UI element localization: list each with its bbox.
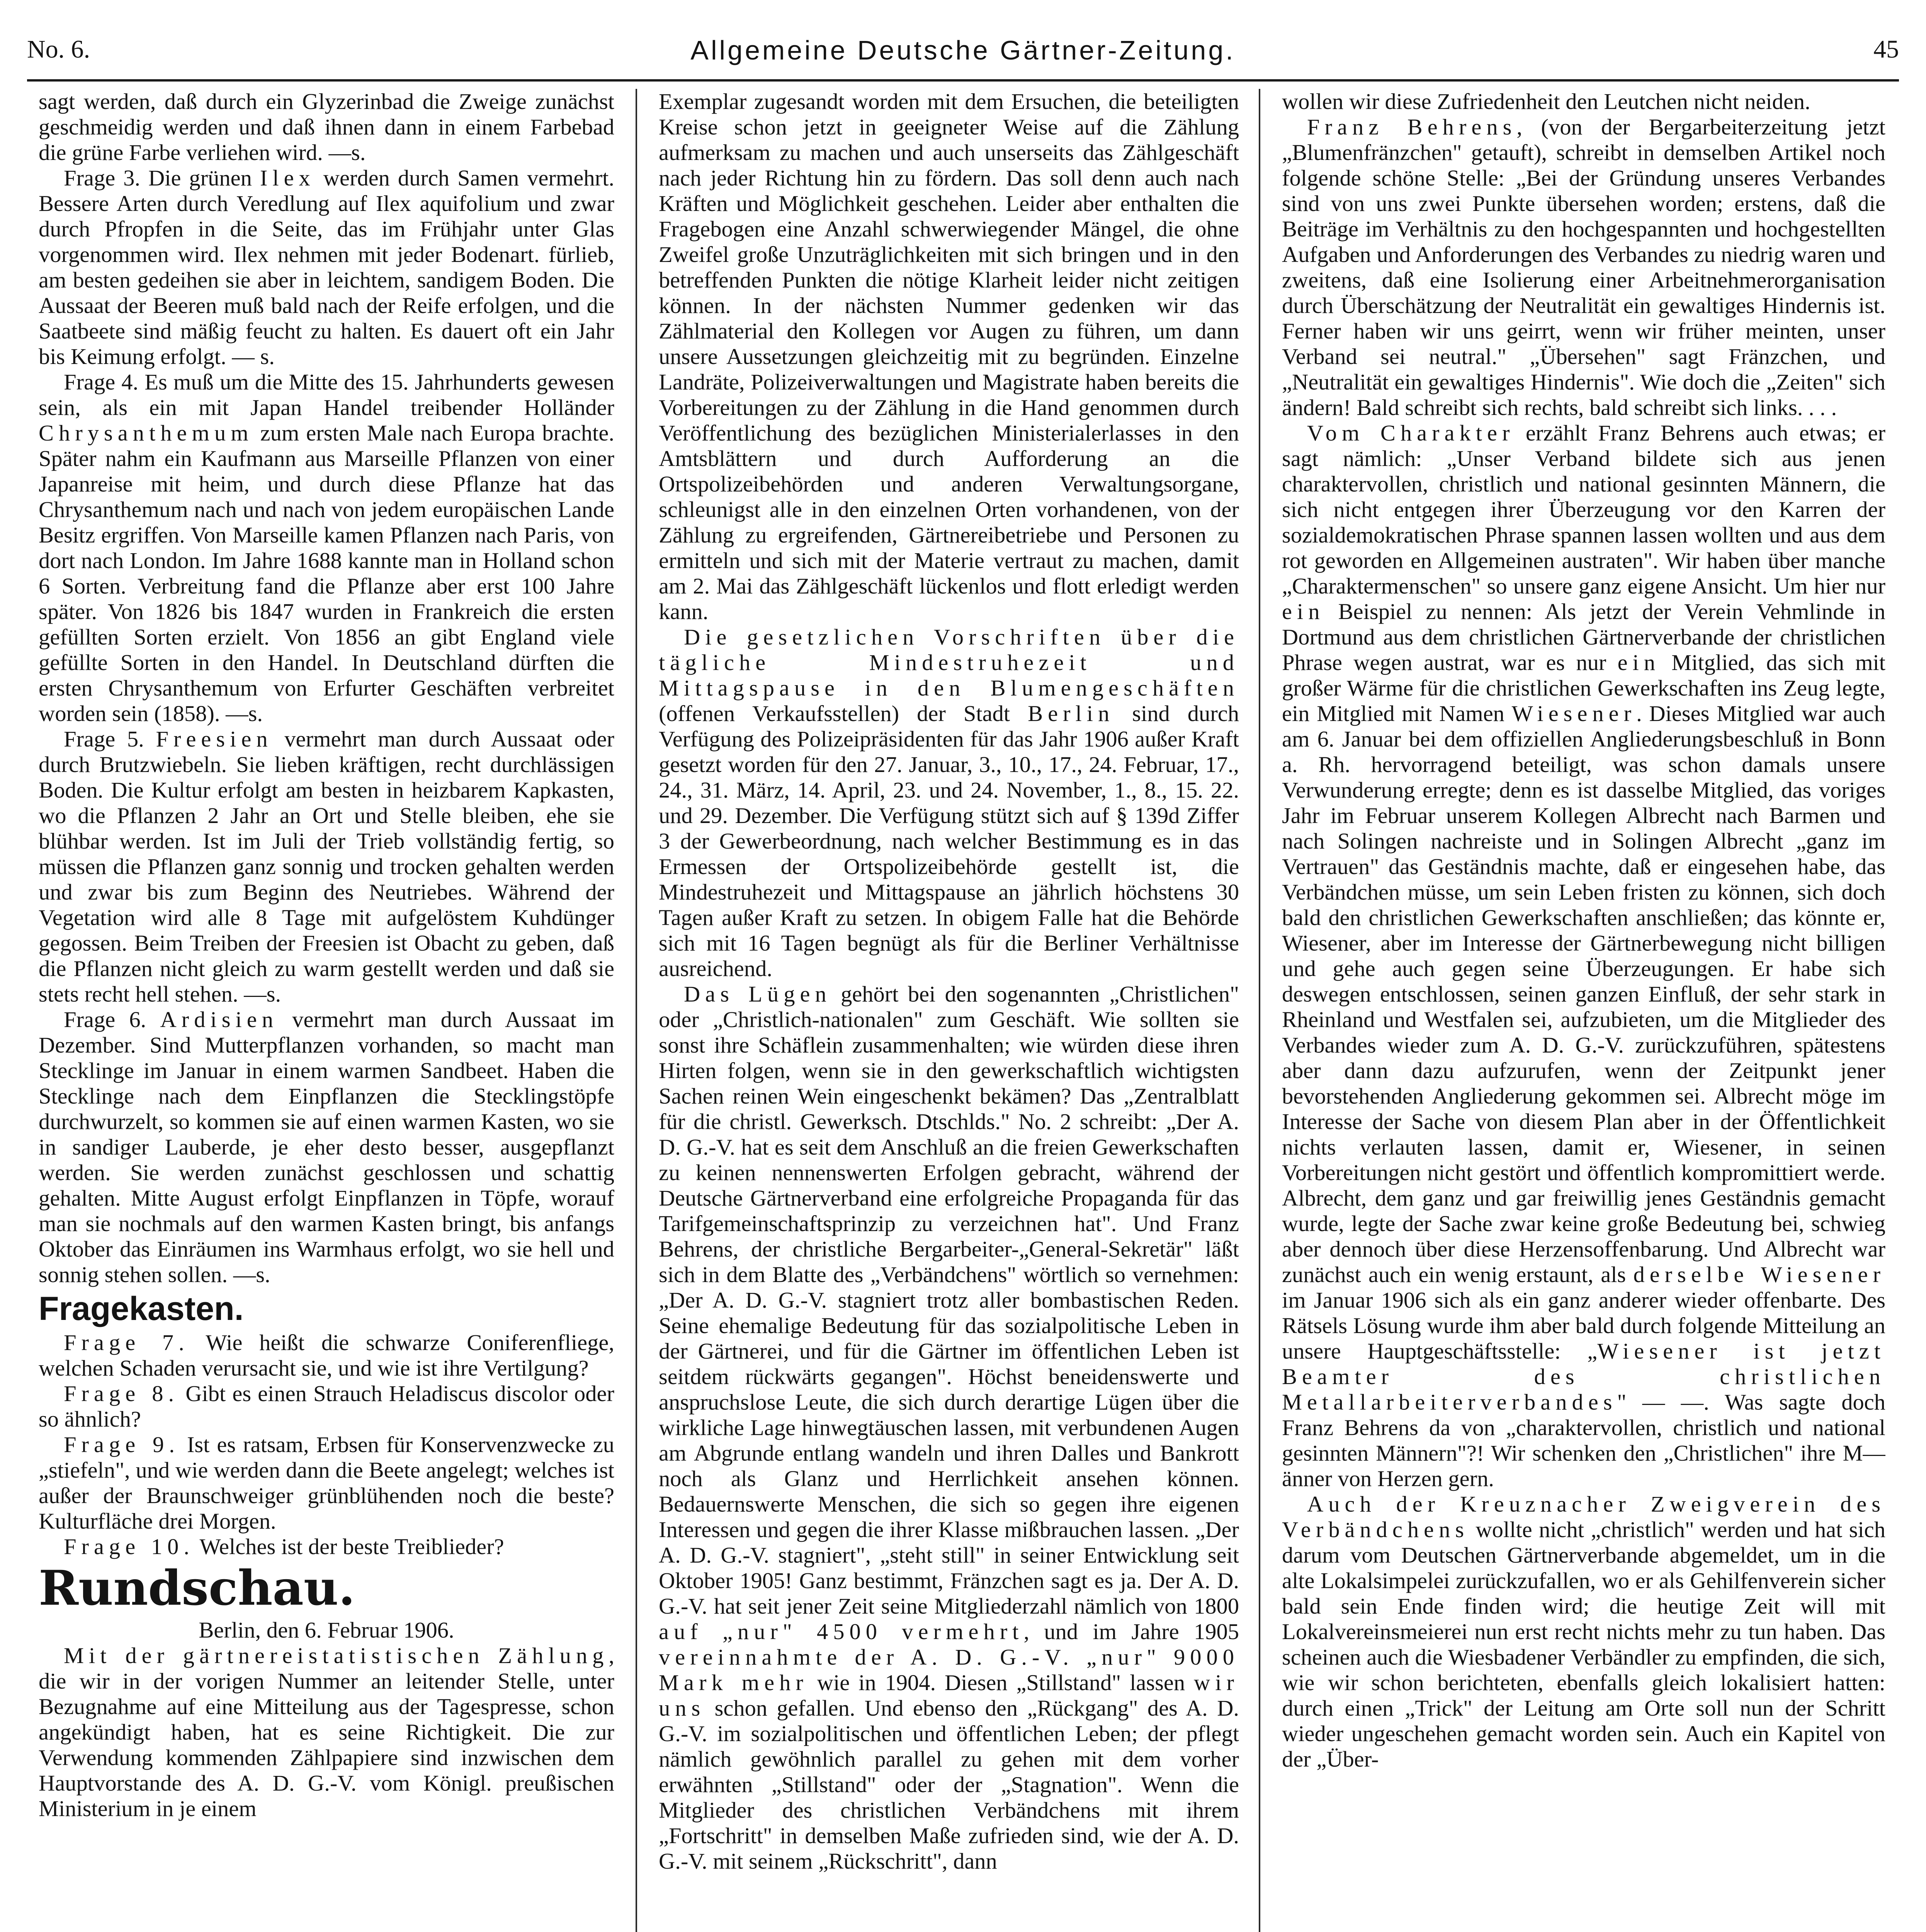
spaced-term: ein [1617,650,1661,675]
text: im Januar 1906 sich als ein ganz anderer wieder offenbarte. Des Rätsels Lösung wurde ihm aber bald durch folgende Mitteilung an unsere Hauptgeschäftsstelle: „ [1282,1287,1885,1364]
page-header [27,27,1899,73]
text: Frage 4. Es muß um die Mitte des 15. Jahrhunderts gewesen sein, als ein mit Japan Handel treibender Holländer [39,369,614,420]
spaced-term: Ilex [260,165,315,190]
paragraph-kreuznach [1282,1492,1885,1772]
spaced-term: Ardisien [160,1007,279,1032]
issue-number: No. 6. [27,35,90,63]
text: . Dieses Mitglied war auch am 6. Januar bei dem offiziellen Angliederungsbeschluß in Bonn a. Rh. hervorragend beteiligt, was schon damals unsere Verwunderung erregte; denn es ist dasselbe Mitglied, das voriges Jahr im Februar unserem Kollegen Albrecht nach Barmen und nach Solingen nachreiste und in Solingen Albrecht „ganz im Vertrauen" das Geständnis machte, daß er eingesehen habe, das Verbändchen müsse, um sein Leben fristen zu können, sich doch bald den christlichen Gewerkschaften anschließen; das könnte er, Wiesener, aber im Interesse der Gärtnerbewegung nicht billigen und gehe auch gegen seine Überzeugungen. Er habe sich deswegen entschlossen, seinen ganzen Einfluß, der sehr stark in Rheinland und Westfalen sei, aufzubieten, um die Mitglieder des Verbandes wieder zum A. D. G.-V. zurückzuführen, spätestens aber dann dazu aufzurufen, wenn der Zeitpunkt jener bevorstehenden Angliederung gekommen sei. Albrecht möge im Interesse der Sache von diesem Plan aber in der Öffentlichkeit nichts verlauten lassen, damit er, Wiesener, in seinen Vorbereitungen nicht gestört und öffentlich kompromittiert werde. Albrecht, dem ganz und gar freiwillig jenes Geständnis gemacht wurde, legte der Sache zwar keine große Bedeutung bei, schwieg aber dennoch über diese Herzensoffenbarung. Und Albrecht war zunächst auch ein wenig erstaunt, als [1282,701,1885,1287]
spaced-term: ein [1282,599,1325,624]
paragraph: sagt werden, daß durch ein Glyzerinbad die Zweige zunächst geschmeidig werden und daß ihnen dann in einem Farbebad die grüne Farbe verliehen wird. —s. [39,89,614,165]
spaced-term: auf „nur" 4500 vermehrt [659,1619,1024,1644]
spaced-term: vereinnahmte der A. D. G.-V. „nur" 9000 Mark mehr [659,1645,1239,1695]
text: Mitglied, das sich mit großer Wärme für die christlichen Gewerkschaften ins Zeug legte, ein Mitglied mit Namen [1282,650,1885,726]
paragraph: wollen wir diese Zufriedenheit den Leutchen nicht neiden. [1282,89,1810,114]
text: gehört bei den sogenannten „Christlichen" oder „Christlich-nationalen" zum Geschäft. Wie sollten sie sonst ihre Schäflein zusammenhalten; wie würden diese ihren Hirten folgen, wenn sie in den gewerkschaftlich wichtigsten Sachen reinen Wein eingeschenkt bekämen? Das „Zentralblatt für die christl. Gewerksch. Dtschlds." No. 2 schreibt: „Der A. D. G.-V. hat es seit dem Anschluß an die freien Gewerkschaften zu keinen nennenswerten Erfolgen gebracht, während der Deutsche Gärtnerverband eine erfolgreiche Propaganda für das Tarifgemeinschaftsprinzip zu verzeichnen hat". Und Franz Behrens, der christliche Bergarbeiter-„General-Sekretär" läßt sich in dem Blatte des „Verbändchens" wörtlich so vernehmen: „Der A. D. G.-V. stagniert trotz aller bombastischen Reden. Seine ehemalige Bedeutung für das sozialpolitische Leben in der Gärtnerei, und für die Gärtner im öffentlichen Leben ist seitdem rückwärts gegangen". Höchst beneidenswerte und anspruchslose Leute, die sich durch derartige Lügen über die wirkliche Lage hinwegtäuschen lassen, mit verbundenen Augen am Abgrunde entlang wandeln und ihren Dalles und Bankrott noch als Glanz und Herrlichkeit ansehen können. Bedauernswerte Menschen, die sich so gegen ihre eigenen Interessen und gegen die ihrer Klasse mißbrauchen lassen. „Der A. D. G.-V. stagniert", „steht still" in seiner Entwicklung seit Oktober 1905! Ganz bestimmt, Fränzchen sagt es ja. Der A. D. G.-V. hat seit jener Zeit seine Mitgliederzahl nämlich von 1800 [659,981,1239,1619]
spaced-term: derselbe Wiesener [1633,1262,1885,1287]
spaced-term: Vom Charakter [1307,420,1515,446]
text: sind durch Verfügung des Polizeipräsidenten für das Jahr 1906 außer Kraft gesetzt worden für den 27. Januar, 3., 10., 17., 24. Februar, 17., 24., 31. März, 14. April, 23. und 24. November, 1., 8., 15. 22. und 29. Dezember. Die Verfügung stützt sich auf § 139d Ziffer 3 der Gewerbeordnung, nach welcher Bestimmung es in das Ermessen der Ortspolizeibehörde gestellt ist, die Mindestruhezeit und Mittagspause an jährlich höchstens 30 Tagen außer Kraft zu setzen. In obigem Falle hat die Behörde sich mit 16 Tagen begnügt als für die Berliner Verhältnisse ausreichend. [659,701,1239,981]
text: Ist es ratsam, Erbsen für Konservenzwecke zu „stiefeln", und wie werden dann die Beete angelegt; welches ist außer der Braunschweiger grünblühenden noch die beste? Kulturfläche drei Morgen. [39,1432,614,1534]
dateline: Berlin, den 6. Februar 1906. [199,1617,454,1643]
paragraph-frage-6 [39,1007,614,1287]
column-divider-2 [1259,89,1260,1932]
spaced-term: Berlin [1028,701,1115,726]
spaced-term: Die gesetzlichen Vorschriften über die tägliche Mindestruhezeit und Mittagspause in den Blumengeschäften [659,624,1239,701]
section-heading-rundschau: Rundschau. [39,1560,355,1616]
text: (offenen Verkaufsstellen) der Stadt [659,701,1028,726]
column-divider-1 [636,89,637,1932]
text: wie in 1904. Diesen „Stillstand" lassen [808,1670,1194,1695]
question-8 [39,1381,614,1432]
spaced-term: Wiesener ist jetzt Beamter des christlichen Metallarbeiterverbandes [1282,1338,1885,1415]
section-heading-fragekasten: Fragekasten. [39,1290,244,1327]
text: Frage 5. [64,726,156,752]
question-label: Frage 9. [64,1432,180,1457]
spaced-term: Auch der Kreuznacher Zweigverein des Verbändchens [1282,1492,1885,1542]
question-7 [39,1330,614,1381]
text: , und im Jahre 1905 [1023,1619,1239,1644]
text: Frage 3. Die grünen [64,165,260,190]
paragraph-charakter [1282,420,1885,1492]
text: wollte nicht „christlich" werden und hat sich darum vom Deutschen Gärtnerverbande abgemeldet, um in die alte Lokalsimpelei zurückzufallen, wo er als Gehilfenverein sicher bald sein Ende finden wird; die heutige Zeit will mit Lokalvereinsmeierei nun erst recht nichts mehr zu tun haben. Das scheinen auch die Wiesbadener Verbändler zu empfinden, die sich, wie wir schon berichteten, ebenfalls gleich lokalisiert hatten: durch einen „Trick" der Leitung am Orte soll nun der Schritt wieder ungeschehen gemacht worden sein. Auch ein Kapitel von der „Über- [1282,1517,1885,1772]
paragraph-frage-4 [39,369,614,726]
text: Frage 6. [64,1007,160,1032]
column-2 [659,89,1239,1932]
paragraph-frage-3 [39,165,614,369]
text: vermehrt man durch Aussaat im Dezember. Sind Mutterpflanzen vorhanden, so macht man Stecklinge im Januar in einem warmen Sandbeet. Haben die Stecklinge nach dem Einpflanzen die Stecklingstöpfe durchwurzelt, so kommen sie auf einen warmen Kasten, wo sie in sandiger Lauberde, je eher desto besser, ausgepflanzt werden. Sie werden zunächst geschlossen und schattig gehalten. Mitte August erfolgt Einpflanzen in Töpfe, worauf man sie nochmals auf den warmen Kasten bringt, bis anfangs Oktober das Einräumen ins Warmhaus erfolgt, wo sie hell und sonnig stehen sollen. —s. [39,1007,614,1287]
text: erzählt Franz Behrens auch etwas; er sagt nämlich: „Unser Verband bildete sich aus jenen charaktervollen, christlich und national gesinnten Männern, die sich nicht entgegen ihrer Überzeugung vor den Karren der sozialdemokratischen Phrase spannen lassen wollten und aus dem rot geworden en Allgemeinen austraten". Wir haben über manche „Charaktermenschen" so unsere ganz eigene Ansicht. Um hier nur [1282,420,1885,599]
text: " — —. Was sagte doch Franz Behrens da von „charaktervollen, christlich und national gesinnten Männern"?! Wir schenken den „Christlichen" ihre M—änner von Herzen gern. [1282,1389,1885,1491]
spaced-term: wir uns [659,1670,1239,1721]
spaced-term: Freesien [156,726,273,752]
column-1 [39,89,614,1932]
question-10 [39,1534,614,1560]
text: Gibt es einen Strauch Heladiscus discolor oder so ähnlich? [39,1381,614,1432]
question-9 [39,1432,614,1534]
spaced-term: Mit der gärtnereistatistischen Zählung [64,1643,609,1668]
text: , die wir in der vorigen Nummer an leitender Stelle, unter Bezugnahme auf eine Mitteilung aus der Tagespresse, schon angekündigt haben, hat es seine Richtigkeit. Die zur Verwendung kommenden Zählpapiere sind inzwischen dem Hauptvorstande des A. D. G.-V. vom Königl. preußischen Ministerium in je einem [39,1643,614,1821]
text: , (von der Bergarbeiterzeitung jetzt „Blumenfränzchen" getauft), schreibt in demselben Artikel noch folgende schöne Stelle: „Bei der Gründung unseres Verbandes sind von uns zwei Punkte übersehen worden; erstens, daß die Beiträge im Verhältnis zu den hochgespannten und hochgestellten Aufgaben und Anforderungen des Verbandes zu niedrig waren und zweitens, daß eine Isolierung einer Arbeitnehmerorganisation durch Überschätzung der Neutralität ein gewaltiges Hindernis ist. Ferner haben wir uns geirrt, wenn wir früher meinten, unser Verband sei neutral." „Übersehen" sagt Fränzchen, und „Neutralität ein gewaltiges Hindernis". Wie doch die „Zeiten" sich ändern! Bald schreibt sich rechts, bald schreibt sich links. . . . [1282,114,1885,420]
text: Beispiel zu nennen: Als jetzt der Verein Vehmlinde in Dortmund aus dem christlichen Gärtnerverbande der christlichen Phrase wegen austrat, war es nur [1282,599,1885,675]
paragraph: Exemplar zugesandt worden mit dem Ersuchen, die beteiligten Kreise schon jetzt in geeigneter Weise auf die Zählung aufmerksam zu machen und auch unserseits das Zählgeschäft nach jeder Richtung hin zu fördern. Das soll denn auch nach Kräften und Möglichkeit geschehen. Leider aber enthalten die Fragebogen eine Anzahl schwerwiegender Mängel, die ohne Zweifel große Unzuträglichkeiten mit sich bringen und in den betreffenden Punkten die nötige Klarheit leider nicht zeitigen können. In der nächsten Nummer gedenken wir das Zählmaterial den Kollegen vor Augen zu führen, um dann unsere Aussetzungen gleichzeitig mit zu begründen. Einzelne Landräte, Polizeiverwaltungen und Magistrate haben bereits die Vorbereitungen zu der Zählung in die Hand genommen durch Veröffentlichung des bezüglichen Ministerialerlasses in den Amtsblättern und durch Aufforderung an die Ortspolizeibehörden und anderen Verwaltungsorgane, schleunigst alle in den einzelnen Orten vorhandenen, von der Zählung zu ergreifenden, Gärtnereibetriebe und Personen zu ermitteln und sich mit der Materie vertraut zu machen, damit am 2. Mai das Zählgeschäft lückenlos und flott erledigt werden kann. [659,89,1239,624]
text: Wie heißt die schwarze Coniferenfliege, welchen Schaden verursacht sie, und wie ist ihre Vertilgung? [39,1330,614,1381]
question-label: Frage 8. [64,1381,179,1406]
paragraph-zaehlung [39,1643,614,1821]
question-label: Frage 10. [64,1534,194,1559]
paragraph-luegen [659,981,1239,1874]
spaced-term: Wiesener [1511,701,1637,726]
spaced-term: Franz Behrens [1307,114,1517,139]
paragraph-vorschriften [659,624,1239,981]
header-rule [27,79,1899,82]
text: Welches ist der beste Treiblieder? [194,1534,504,1559]
spaced-term: Chrysanthemum [39,420,253,446]
text: vermehrt man durch Aussaat oder durch Brutzwiebeln. Sie lieben kräftigen, recht durchlässigen Boden. Die Kultur erfolgt am besten in heizbarem Kapkasten, wo die Pflanzen 2 Jahr an Ort und Stelle bleiben, ehe sie blühbar werden. Ist im Juli der Trieb vollständig fertig, so müssen die Pflanzen ganz sonnig und trocken gehalten werden und zwar bis zum Beginn des Neutriebes. Während der Vegetation wird alle 8 Tage mit aufgelöstem Kuhdünger gegossen. Beim Treiben der Freesien ist Obacht zu geben, daß die Pflanzen nicht gleich zu warm gestellt werden und daß sie stets recht hell stehen. —s. [39,726,614,1007]
paragraph-behrens [1282,114,1885,420]
column-3 [1282,89,1885,1932]
page-number: 45 [1873,35,1899,63]
spaced-term: Das Lügen [684,981,831,1007]
text: schon gefallen. Und ebenso den „Rückgang" des A. D. G.-V. im sozialpolitischen und öffentlichen Leben; der pflegt nämlich gewöhnlich parallel zu gehen mit dem vorher erwähnten „Stillstand" oder der „Stagnation". Wenn die Mitglieder des christlichen Verbändchens mit ihrem „Fortschritt" in demselben Maße zufrieden sind, wie der A. D. G.-V. mit seinem „Rückschritt", dann [659,1696,1239,1874]
text: zum ersten Male nach Europa brachte. Später nahm ein Kaufmann aus Marseille Pflanzen von einer Japanreise mit heim, und durch diese Pflanze hat das Chrysanthemum nach und nach von jedem europäischen Lande Besitz ergriffen. Von Marseille kamen Pflanzen nach Paris, von dort nach London. Im Jahre 1688 kannte man in Holland schon 6 Sorten. Verbreitung fand die Pflanze aber erst 100 Jahre später. Von 1826 bis 1847 wurden in Frankreich die ersten gefüllten Sorten erzielt. Von 1856 an gibt England viele gefüllte Sorten in den Handel. In Deutschland dürften die ersten Chrysanthemum von Erfurter Geschäften verbreitet worden sein (1858). —s. [39,420,614,726]
question-label: Frage 7. [64,1330,189,1355]
text: werden durch Samen vermehrt. Bessere Arten durch Veredlung auf Ilex aquifolium und zwar durch Pfropfen in die Seite, das im Frühjahr unter Glas vorgenommen wird. Ilex nehmen mit jeder Bodenart. fürlieb, am besten gedeihen sie aber in leichtem, sandigem Boden. Die Aussaat der Beeren muß bald nach der Reife erfolgen, und die Saatbeete sind mäßig feucht zu halten. Es dauert oft ein Jahr bis Keimung erfolgt. — s. [39,165,614,369]
newspaper-title: Allgemeine Deutsche Gärtner-Zeitung. [690,35,1236,65]
paragraph-frage-5 [39,726,614,1007]
